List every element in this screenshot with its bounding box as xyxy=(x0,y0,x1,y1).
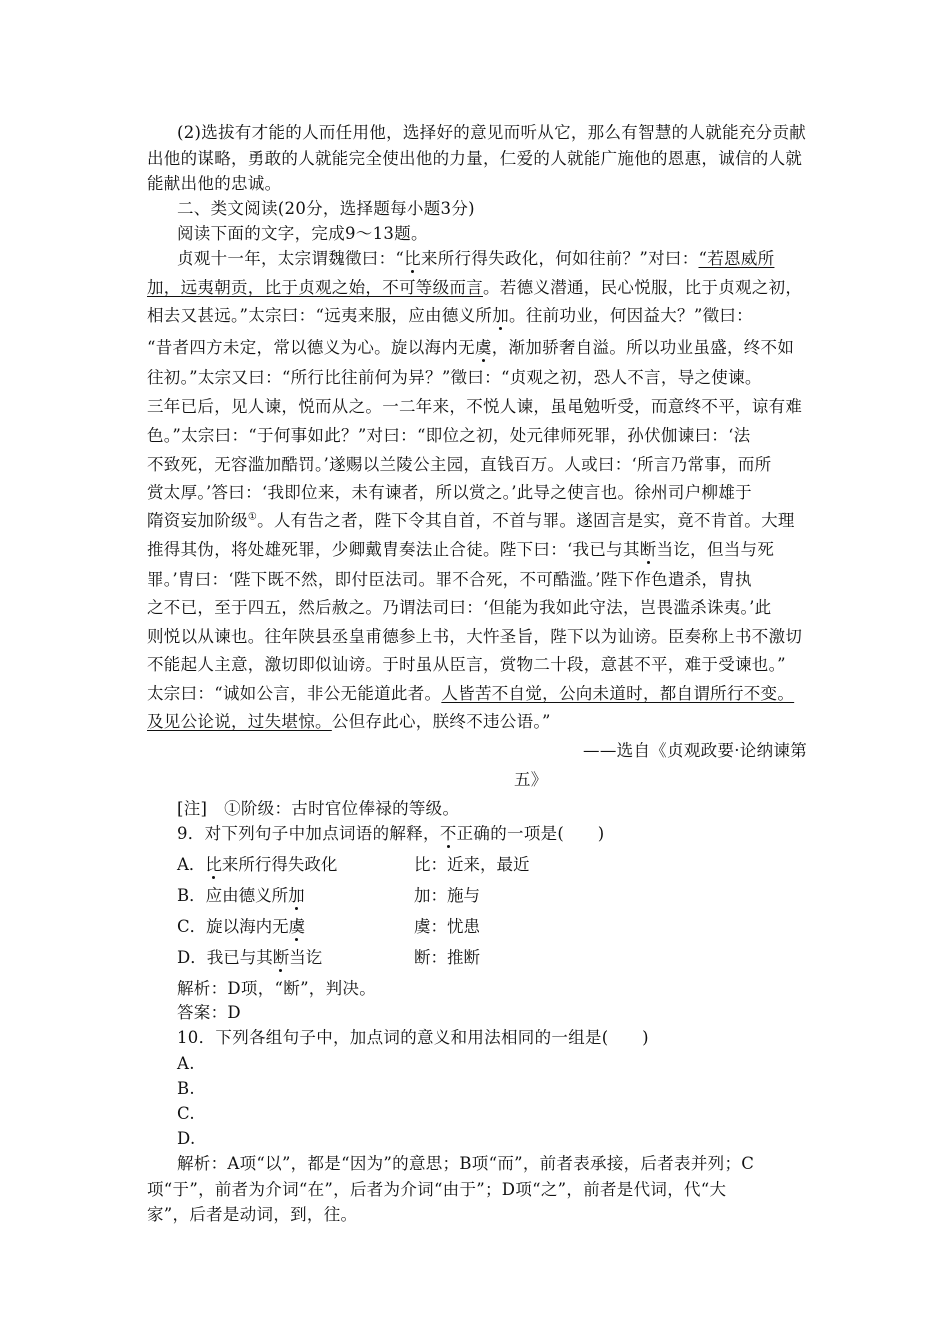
underlined-sentence: 加，远夷朝贡，比于贞观之始，不可等级而言 xyxy=(147,278,483,297)
passage-line-3 xyxy=(147,304,807,328)
passage-line-8: 不致死，无容滥加酷罚。’遂赐以兰陵公主园，直钱百万。人或曰：‘所言乃常事，而所 xyxy=(147,455,772,474)
footnote-marker: ① xyxy=(247,511,258,523)
passage-line-6: 三年已后，见人谏，悦而从之。一二年来，不悦人谏，虽黾勉听受，而意终不平，谅有难 xyxy=(147,397,803,416)
q9-option-c xyxy=(177,915,305,939)
passage-line-16 xyxy=(147,682,807,706)
text-span: 。往前功业，何因益大？”徵曰： xyxy=(509,306,753,325)
dotted-word: 加 xyxy=(288,886,305,905)
passage-line-10 xyxy=(147,509,807,533)
text-span: 应由德义所 xyxy=(205,886,289,905)
text-span: 贞观十一年，太宗谓魏徵曰：“ xyxy=(177,249,405,268)
q10-analysis-3: 家”，后者是动词，到，往。 xyxy=(147,1205,358,1224)
text-span: 我已与其 xyxy=(206,948,273,967)
text-span: 。若德义潜通，民心悦服，比于贞观之初， xyxy=(483,278,803,297)
underlined-sentence: “若恩威所 xyxy=(698,249,775,268)
text-span: “昔者四方未定，常以德义为心。旋以海内无 xyxy=(147,338,475,357)
text-span: 当讫，但当与死 xyxy=(656,540,775,559)
q9-gloss-c: 虞：忧患 xyxy=(414,917,480,936)
passage-line-4 xyxy=(147,336,807,360)
q9-answer: 答案：D xyxy=(177,1003,241,1022)
intro-line-1: (2)选拔有才能的人而任用他，选择好的意见而听从它，那么有智慧的人就能充分贡献 xyxy=(177,123,807,142)
source-line-2: 五》 xyxy=(514,770,548,789)
q10-option-a: A. xyxy=(177,1054,195,1073)
q10-analysis-2: 项“于”，前者为介词“在”，后者为介词“由于”；D项“之”，前者是代词，代“大 xyxy=(147,1180,727,1199)
intro-line-2: 出他的谋略，勇敢的人就能完全使出他的力量，仁爱的人就能广施他的恩惠，诚信的人就 xyxy=(147,149,803,168)
passage-line-17 xyxy=(147,710,807,734)
passage-line-2 xyxy=(147,276,807,300)
passage-line-1 xyxy=(177,247,807,271)
q10-analysis-1: 解析：A项“以”，都是“因为”的意思；B项“而”，前者表承接，后者表并列；C xyxy=(177,1154,755,1173)
q9-option-d xyxy=(177,946,322,970)
text-span: 9．对下列句子中加点词语的解释， xyxy=(177,824,440,843)
text-span: 推得其伪，将处雄死罪，少卿戴胄奏法止合徒。陛下曰：‘我已与其 xyxy=(147,540,640,559)
source-line-1: ——选自《贞观政要·论纳谏第 xyxy=(583,741,807,760)
passage-line-13: 之不已，至于四五，然后赦之。乃谓法司曰：‘但能为我如此守法，岂畏滥杀诛夷。’此 xyxy=(147,598,772,617)
dotted-word: 比 xyxy=(404,249,421,268)
passage-line-14: 则悦以从谏也。往年陕县丞皇甫德参上书，大忤圣旨，陛下以为讪谤。臣奏称上书不激切 xyxy=(147,627,803,646)
dotted-word: 加 xyxy=(492,306,510,325)
q10-stem: 10．下列各组句子中，加点词的意义和用法相同的一组是( ) xyxy=(177,1028,649,1047)
passage-line-9: 赏太厚。’答曰：‘我即位来，未有谏者，所以赏之。’此导之使言也。徐州司户柳雄于 xyxy=(147,483,752,502)
text-span: 旋以海内无 xyxy=(206,917,289,936)
q9-gloss-a: 比：近来，最近 xyxy=(414,855,530,874)
underlined-sentence: 及见公论说，过失堪惊。 xyxy=(147,712,332,731)
text-span: 当讫 xyxy=(289,948,323,967)
q10-option-b: B. xyxy=(177,1079,195,1098)
text-span: 隋资妄加阶级 xyxy=(147,511,248,530)
section-heading: 二、类文阅读(20分，选择题每小题3分) xyxy=(177,199,475,218)
q9-option-b xyxy=(177,884,305,908)
q9-option-a xyxy=(177,853,337,877)
dotted-word: 不 xyxy=(439,824,457,843)
passage-line-15: 不能起人主意，激切即似讪谤。于时虽从臣言，赏物二十段，意甚不平，难于受谏也。” xyxy=(147,655,786,674)
q9-analysis: 解析：D项，“断”，判决。 xyxy=(177,979,376,998)
dotted-word: 虞 xyxy=(474,338,492,357)
q9-gloss-b: 加：施与 xyxy=(414,886,480,905)
section-instruction: 阅读下面的文字，完成9～13题。 xyxy=(177,224,428,243)
passage-line-11 xyxy=(147,538,807,562)
option-letter: C． xyxy=(177,917,207,936)
q10-option-c: C. xyxy=(177,1104,195,1123)
q9-stem xyxy=(177,822,807,846)
dotted-word: 断 xyxy=(272,948,290,967)
footnote: [注] ①阶级：古时官位俸禄的等级。 xyxy=(177,799,460,818)
dotted-word: 断 xyxy=(639,540,657,559)
text-span: 。人有告之者，陛下令其自首，不首与罪。遂固言是实，竟不肯首。大理 xyxy=(257,511,795,530)
passage-line-5: 往初。”太宗又曰：“所行比往前何为异？”徵曰：“贞观之初，恐人不言，导之使谏。 xyxy=(147,368,762,387)
option-letter: D． xyxy=(177,948,207,967)
text-span: 来所行得失政化，何如往前？”对曰： xyxy=(420,249,699,268)
underlined-sentence: 人皆苦不自觉，公向未道时，都自谓所行不变。 xyxy=(441,684,795,703)
text-span: 正确的一项是( ) xyxy=(456,824,605,843)
dotted-word: 比 xyxy=(205,855,222,874)
intro-line-3: 能献出他的忠诚。 xyxy=(147,174,282,193)
dotted-word: 虞 xyxy=(288,917,306,936)
q10-option-d: D. xyxy=(177,1129,196,1148)
option-letter: B． xyxy=(177,886,206,905)
text-span: 来所行得失政化 xyxy=(221,855,338,874)
option-letter: A． xyxy=(177,855,206,874)
text-span: ，渐加骄奢自溢。所以功业虽盛，终不如 xyxy=(491,338,795,357)
passage-line-7: 色。”太宗曰：“于何事如此？”对曰：“即位之初，处元律师死罪，孙伏伽谏曰：‘法 xyxy=(147,426,751,445)
text-span: 相去又甚远。”太宗曰：“远夷来服，应由德义所 xyxy=(147,306,493,325)
text-span: 太宗曰：“诚如公言，非公无能道此者。 xyxy=(147,684,442,703)
q9-gloss-d: 断：推断 xyxy=(414,948,480,967)
text-span: 公但存此心，朕终不违公语。” xyxy=(331,712,551,731)
passage-line-12: 罪。’胄曰：‘陛下既不然，即付臣法司。罪不合死，不可酷滥。’陛下作色遣杀，胄执 xyxy=(147,570,752,589)
